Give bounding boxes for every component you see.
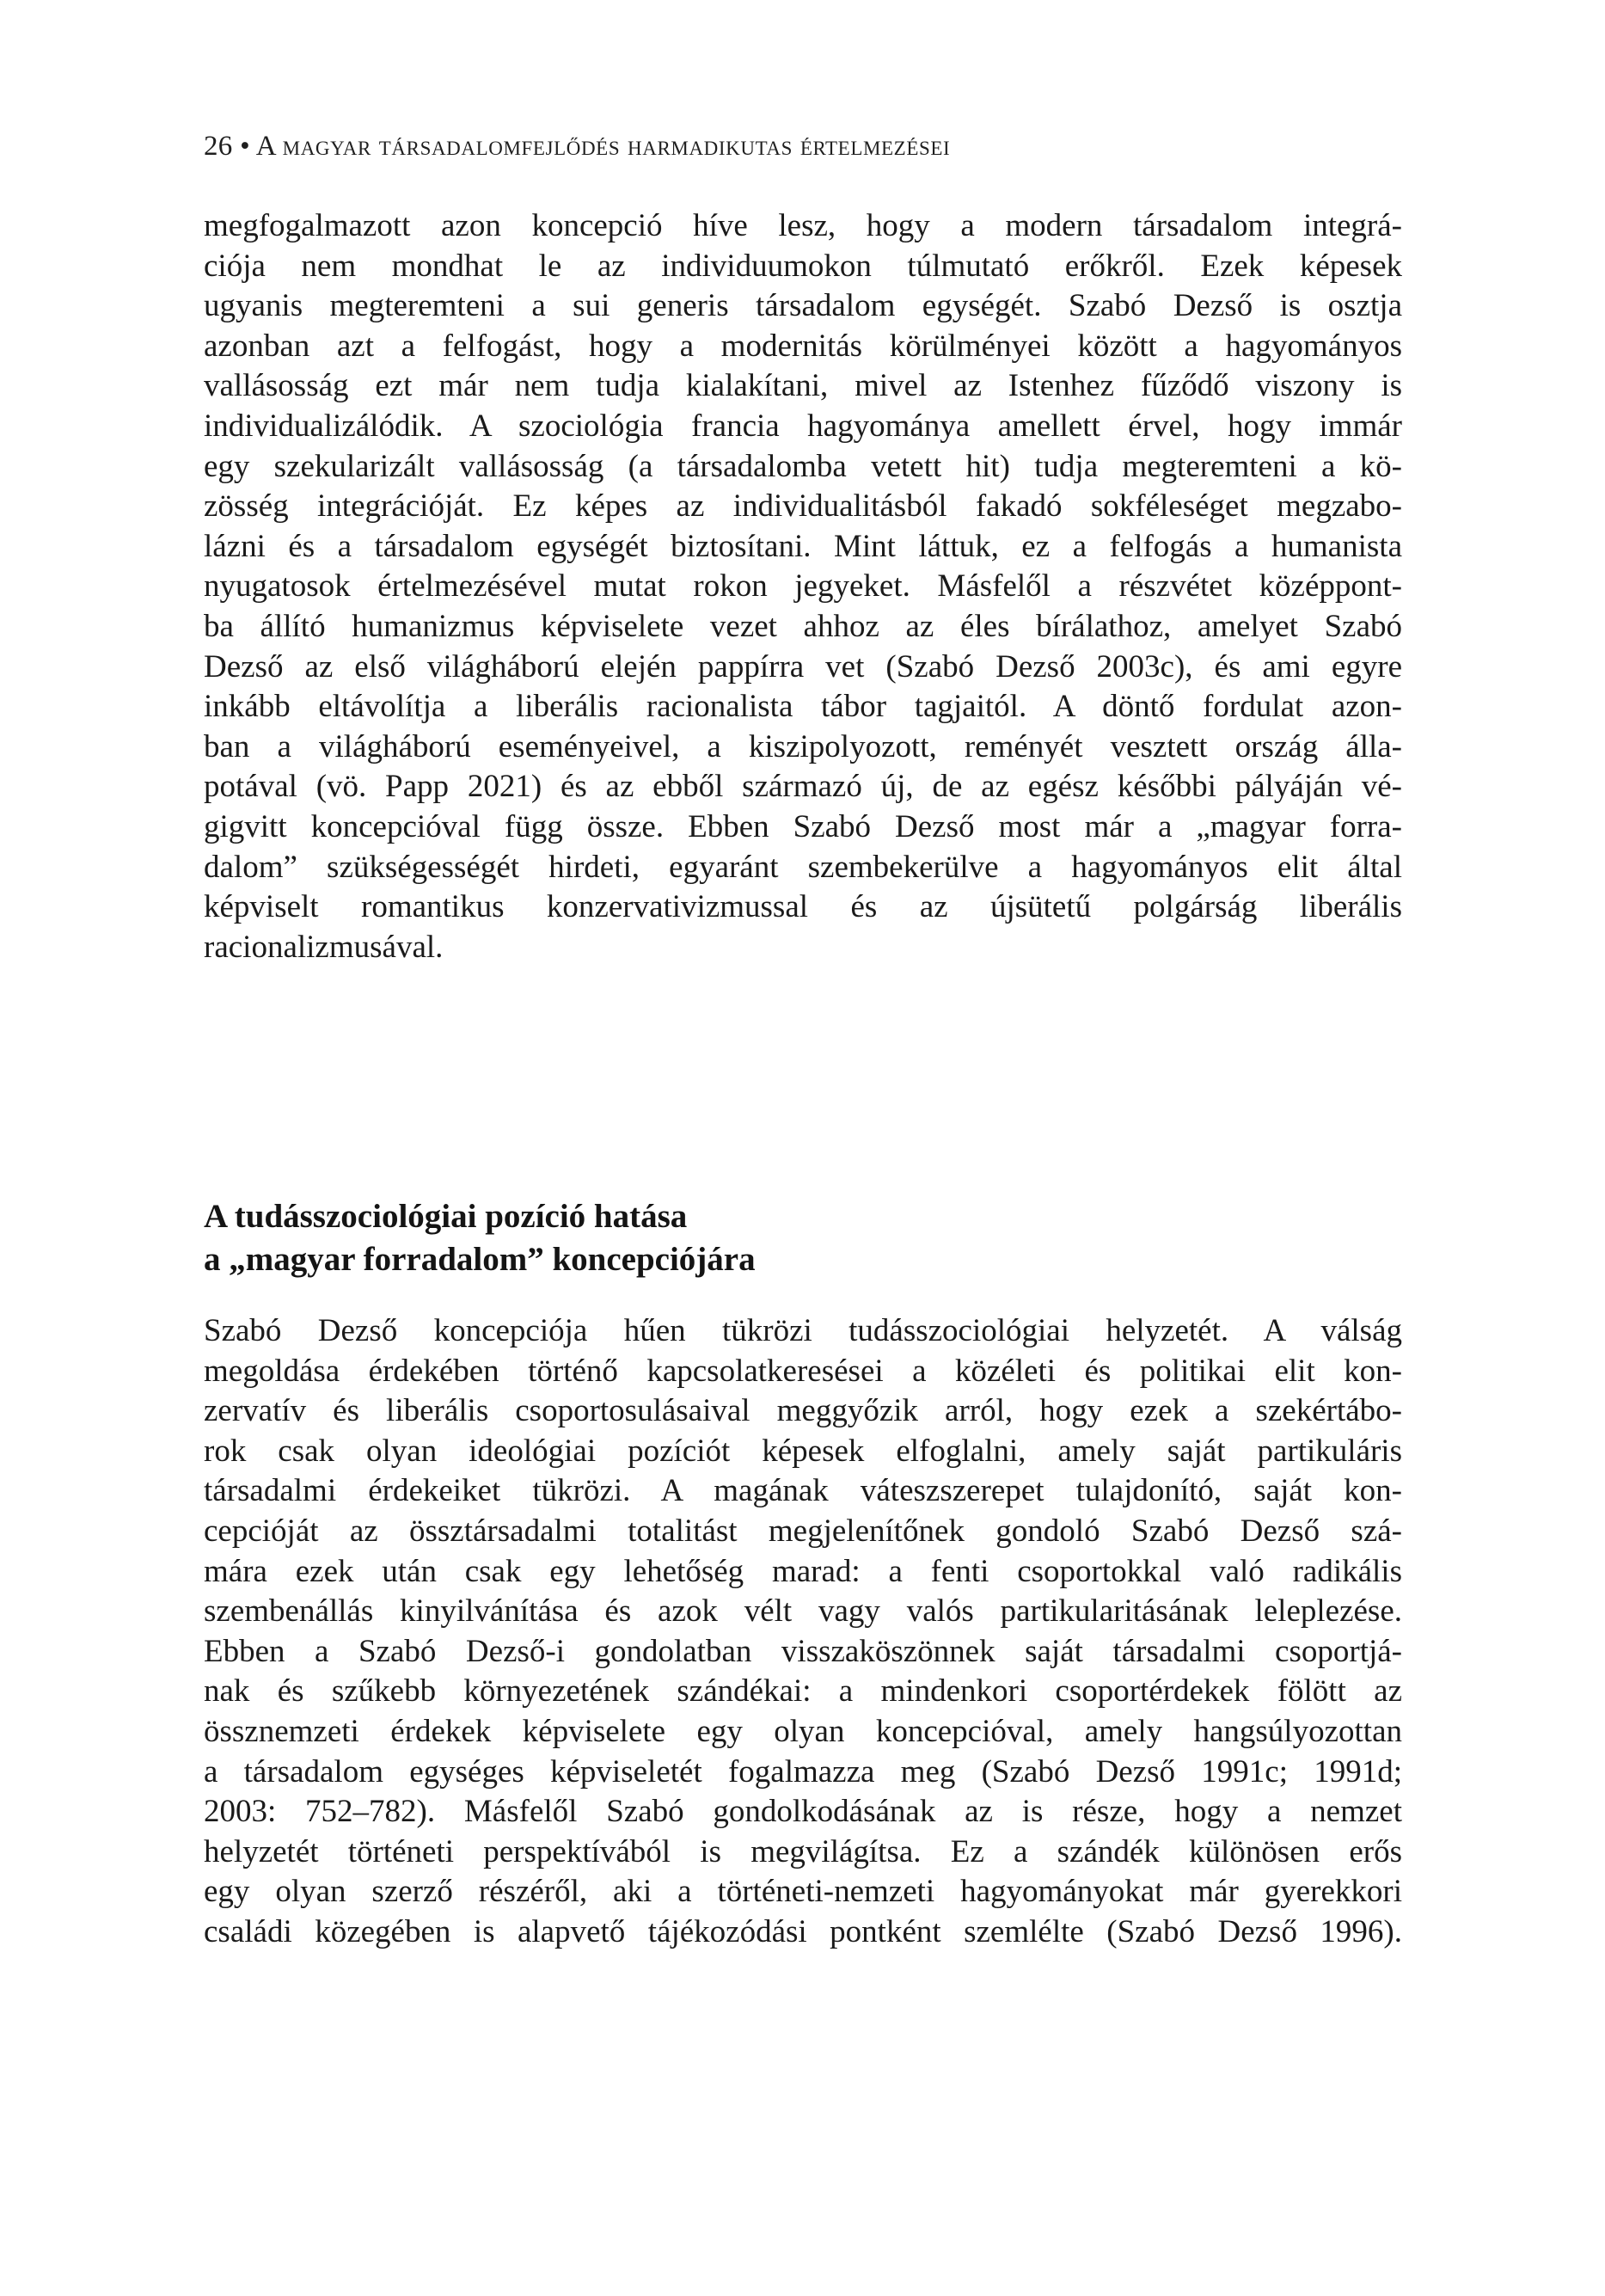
running-head-title: magyar társadalomfejlődés harmadikutas értelmezései bbox=[282, 131, 951, 162]
text-line: egy szekularizált vallásosság (a társadalomba vetett hit) tudja megteremteni a kö- bbox=[204, 448, 1402, 484]
text-line: nak és szűkebb környezetének szándékai: a mindenkori csoportérdekek fölött az bbox=[204, 1673, 1402, 1710]
text-line: mára ezek után csak egy lehetőség marad: a fenti csoportokkal való radikális bbox=[204, 1553, 1402, 1589]
text-line: potával (vö. Papp 2021) és az ebből származó új, de az egész későbbi pályáján vé- bbox=[204, 769, 1402, 805]
text-line: helyzetét történeti perspektívából is megvilágítsa. Ez a szándék különösen erős bbox=[204, 1833, 1402, 1869]
text-line: Szabó Dezső koncepciója hűen tükrözi tudásszociológiai helyzetét. A válság bbox=[204, 1313, 1402, 1348]
running-head bbox=[204, 131, 1407, 163]
running-head-title-initial: A bbox=[255, 131, 276, 162]
text-line: vallásosság ezt már nem tudja kialakítani, mivel az Istenhez fűződő viszony is bbox=[204, 368, 1402, 404]
text-line: lázni és a társadalom egységét biztosítani. Mint láttuk, ez a felfogás a humanista bbox=[204, 528, 1402, 564]
text-line: ugyanis megteremteni a sui generis társadalom egységét. Szabó Dezső is osztja bbox=[204, 288, 1402, 324]
text-line: össznemzeti érdekek képviselete egy olyan koncepcióval, amely hangsúlyozottan bbox=[204, 1713, 1402, 1749]
text-line: cepcióját az össztársadalmi totalitást megjelenítőnek gondoló Szabó Dezső szá- bbox=[204, 1513, 1402, 1549]
text-line: racionalizmusával. bbox=[204, 929, 444, 965]
text-line: azonban azt a felfogást, hogy a modernitás körülményei között a hagyományos bbox=[204, 328, 1402, 364]
text-line: Ebben a Szabó Dezső-i gondolatban visszaköszönnek saját társadalmi csoportjá- bbox=[204, 1633, 1402, 1669]
section-heading bbox=[204, 1195, 1402, 1281]
text-line: a társadalom egységes képviseletét fogalmazza meg (Szabó Dezső 1991c; 1991d; bbox=[204, 1753, 1402, 1790]
text-line: 2003: 752–782). Másfelől Szabó gondolkodásának az is része, hogy a nemzet bbox=[204, 1794, 1402, 1830]
text-line: nyugatosok értelmezésével mutat rokon jegyeket. Másfelől a részvétet középpont- bbox=[204, 568, 1402, 605]
section-heading-line-2: a „magyar forradalom” koncepciójára bbox=[204, 1241, 756, 1278]
page-number: 26 bbox=[204, 131, 233, 162]
text-line: individualizálódik. A szociológia francia hagyománya amellett érvel, hogy immár bbox=[204, 408, 1402, 444]
text-line: Dezső az első világháború elején pappírra vet (Szabó Dezső 2003c), és ami egyre bbox=[204, 648, 1402, 685]
text-line: ciója nem mondhat le az individuumokon túlmutató erőkről. Ezek képesek bbox=[204, 248, 1402, 284]
text-line: gigvitt koncepcióval függ össze. Ebben Szabó Dezső most már a „magyar forra- bbox=[204, 808, 1402, 844]
text-line: inkább eltávolítja a liberális racionalista tábor tagjaitól. A döntő fordulat azon- bbox=[204, 689, 1402, 725]
text-line: ban a világháború eseményeivel, a kiszipolyozott, reményét vesztett ország álla- bbox=[204, 728, 1402, 764]
paragraph-1 bbox=[204, 206, 1402, 967]
text-line: zösség integrációját. Ez képes az individualitásból fakadó sokféleséget megzabo- bbox=[204, 488, 1402, 525]
text-line: zervatív és liberális csoportosulásaival meggyőzik arról, hogy ezek a szekértábo- bbox=[204, 1393, 1402, 1429]
text-line: megfogalmazott azon koncepció híve lesz, hogy a modern társadalom integrá- bbox=[204, 208, 1402, 243]
text-line: társadalmi érdekeiket tükrözi. A magának váteszszerepet tulajdonító, saját kon- bbox=[204, 1473, 1402, 1509]
text-line: rok csak olyan ideológiai pozíciót képesek elfoglalni, amely saját partikuláris bbox=[204, 1433, 1402, 1469]
text-line: megoldása érdekében történő kapcsolatkeresései a közéleti és politikai elit kon- bbox=[204, 1353, 1402, 1389]
paragraph-2 bbox=[204, 1311, 1402, 1953]
text-line: szembenállás kinyilvánítása és azok vélt vagy valós partikularitásának leleplezése. bbox=[204, 1593, 1402, 1630]
text-line: családi közegében is alapvető tájékozódási pontként szemlélte (Szabó Dezső 1996). bbox=[204, 1913, 1402, 1949]
text-line: egy olyan szerző részéről, aki a történeti-nemzeti hagyományokat már gyerekkori bbox=[204, 1874, 1402, 1910]
text-line: dalom” szükségességét hirdeti, egyaránt szembekerülve a hagyományos elit által bbox=[204, 849, 1402, 885]
text-line: ba állító humanizmus képviselete vezet ahhoz az éles bírálathoz, amelyet Szabó bbox=[204, 608, 1402, 644]
section-heading-line-1: A tudásszociológiai pozíció hatása bbox=[204, 1198, 688, 1235]
running-head-separator: • bbox=[240, 131, 251, 162]
text-line: képviselt romantikus konzervativizmussal és az újsütetű polgárság liberális bbox=[204, 889, 1402, 925]
